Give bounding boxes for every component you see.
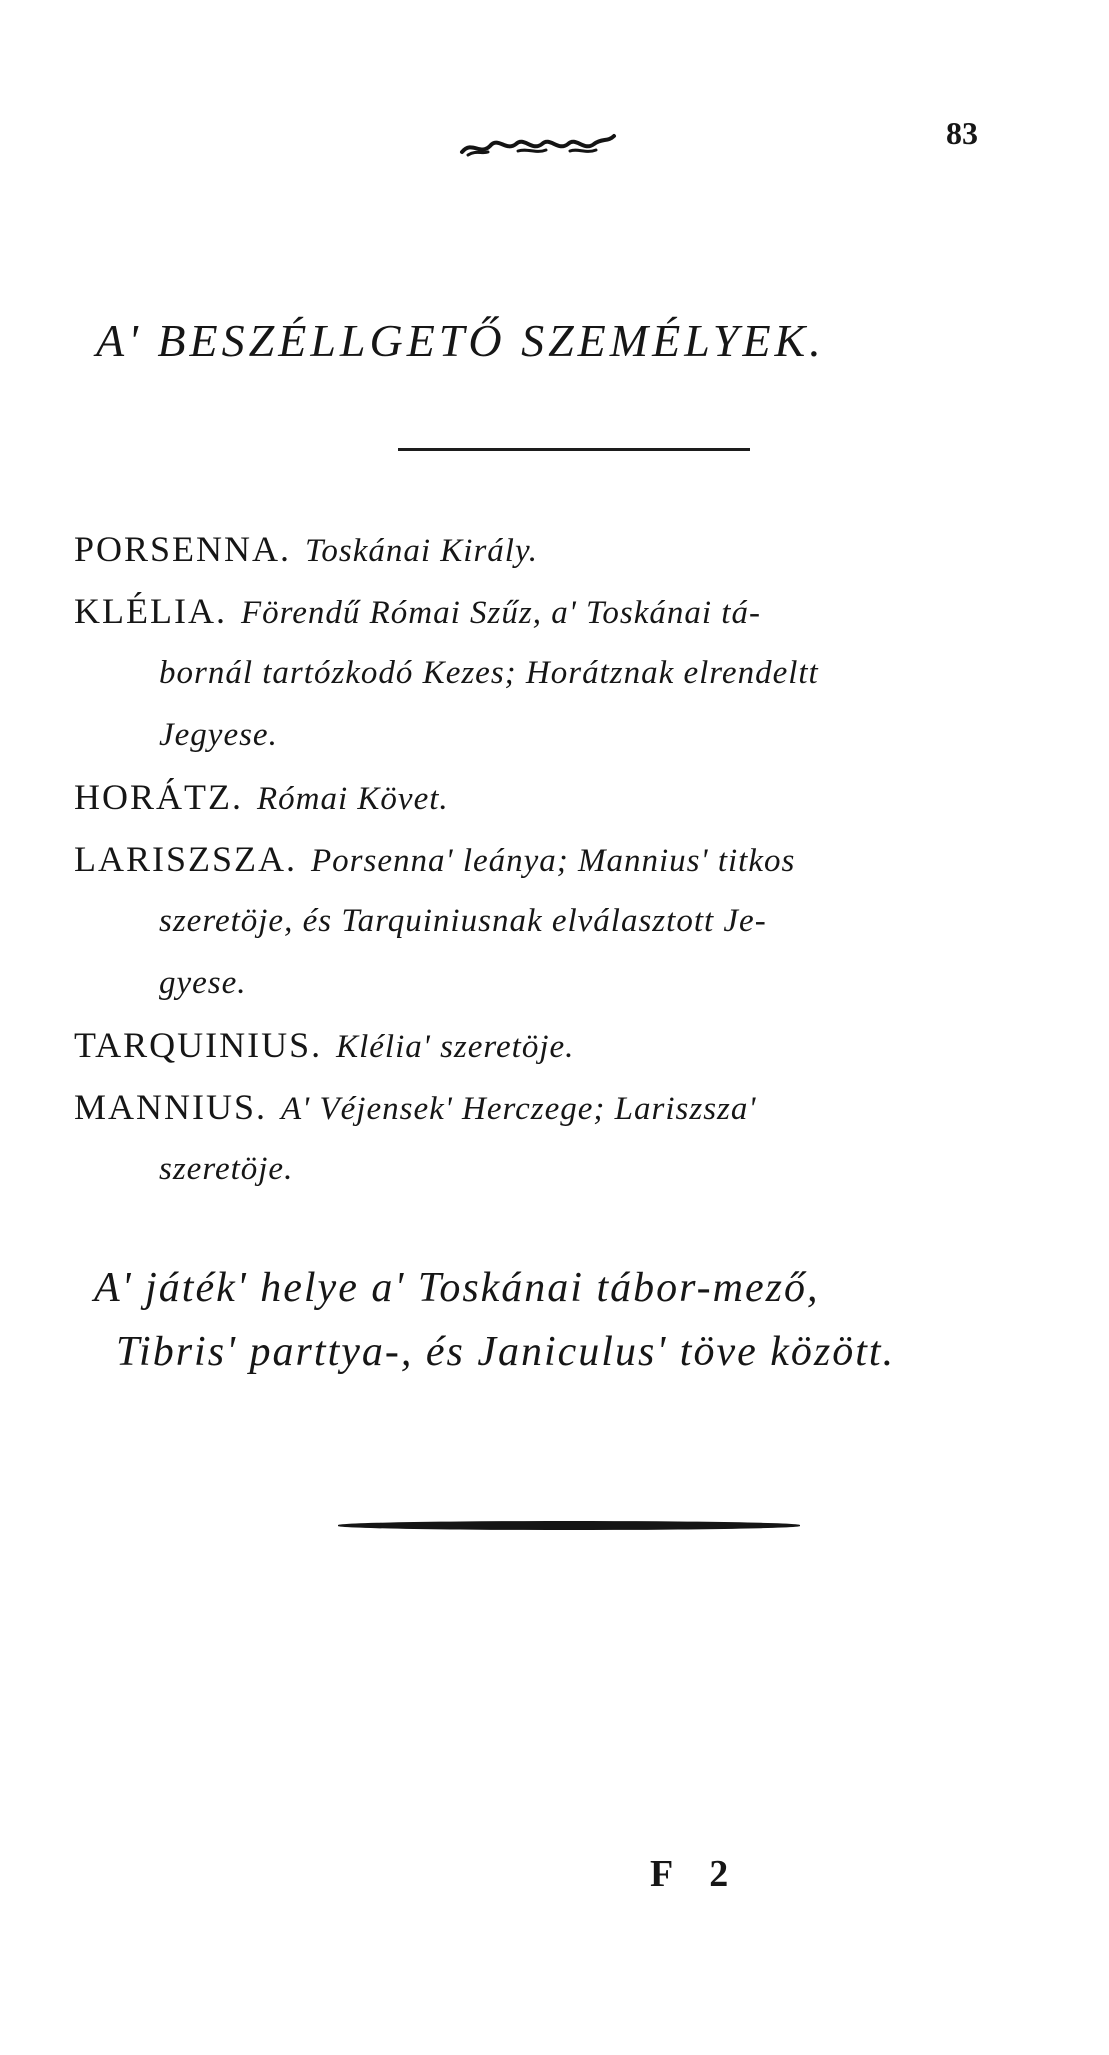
character-name: MANNIUS.	[74, 1087, 268, 1127]
flourish-icon	[458, 122, 618, 162]
character-description: Római Követ.	[257, 781, 449, 817]
character-description: Förendű Római Szűz, a' Toskánai tá-	[240, 595, 761, 631]
character-name: LARISZSZA.	[74, 839, 298, 879]
character-name: PORSENNA.	[74, 529, 292, 569]
cast-entry-horatz	[74, 766, 1064, 828]
character-description: Klélia' szeretöje.	[336, 1029, 575, 1065]
setting-line: Tibris' parttya-, és Janiculus' töve között.	[116, 1329, 896, 1375]
cast-entry-klelia	[74, 580, 1064, 766]
page-number: 83	[946, 115, 978, 151]
signature-mark: F 2	[650, 1853, 743, 1895]
cast-entry-lariszsza	[74, 828, 1064, 1014]
character-description: A' Véjensek' Herczege; Lariszsza'	[281, 1091, 757, 1127]
cast-entry-tarquinius	[74, 1014, 1064, 1076]
character-name: TARQUINIUS.	[74, 1025, 323, 1065]
character-description: Porsenna' leánya; Mannius' titkos	[311, 843, 796, 879]
character-description-continued: bornál tartózkodó Kezes; Horátznak elrendeltt	[159, 655, 819, 691]
page-title: A' BESZÉLLGETŐ SZEMÉLYEK.	[96, 315, 825, 366]
cast-entry-mannius	[74, 1076, 1064, 1200]
character-description-continued: gyese.	[159, 965, 247, 1001]
cast-entry-porsenna	[74, 518, 1064, 580]
title-divider	[398, 448, 750, 451]
section-divider	[338, 1521, 800, 1530]
setting-line: A' játék' helye a' Toskánai tábor-mező,	[94, 1265, 820, 1311]
scene-setting	[84, 1256, 1064, 1384]
character-name: HORÁTZ.	[74, 777, 243, 817]
cast-list	[74, 518, 1064, 1200]
character-description-continued: szeretöje.	[159, 1151, 294, 1187]
character-description: Toskánai Király.	[305, 533, 539, 569]
character-description-continued: szeretöje, és Tarquiniusnak elválasztott Je-	[159, 903, 767, 939]
character-name: KLÉLIA.	[74, 591, 227, 631]
character-description-continued: Jegyese.	[159, 717, 278, 753]
